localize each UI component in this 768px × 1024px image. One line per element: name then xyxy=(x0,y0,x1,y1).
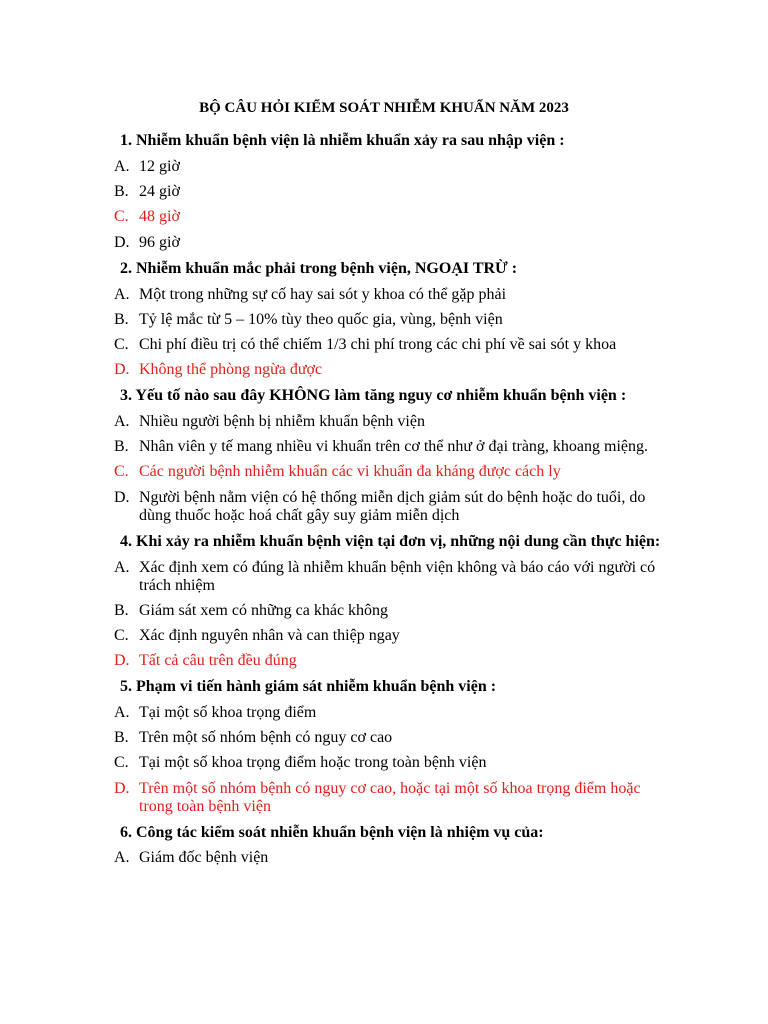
option-letter: C. xyxy=(114,208,129,225)
option-5b xyxy=(114,729,674,747)
option-letter: D. xyxy=(114,652,130,669)
option-1d xyxy=(114,234,674,252)
option-text: Nhiều người bệnh bị nhiễm khuẩn bệnh viện xyxy=(139,413,425,430)
option-letter: B. xyxy=(114,438,129,455)
option-text: Tại một số khoa trọng điểm xyxy=(139,704,317,721)
option-3d xyxy=(114,489,674,525)
question-4: 4. Khi xảy ra nhiễm khuẩn bệnh viện tại đơn vị, những nội dung cần thực hiện: xyxy=(120,533,661,550)
option-letter: B. xyxy=(114,311,129,328)
option-4d-correct xyxy=(114,652,674,670)
option-text: Các người bệnh nhiễm khuẩn các vi khuẩn đa kháng được cách ly xyxy=(139,463,561,480)
question-6: 6. Công tác kiểm soát nhiễn khuẩn bệnh viện là nhiệm vụ của: xyxy=(120,824,544,841)
option-letter: B. xyxy=(114,602,129,619)
option-4a xyxy=(114,559,674,595)
option-text: Xác định xem có đúng là nhiễm khuẩn bệnh viện không và báo cáo với người có trách nhiệm xyxy=(139,559,656,594)
option-1a xyxy=(114,158,674,176)
question-5: 5. Phạm vi tiến hành giám sát nhiễm khuẩn bệnh viện : xyxy=(120,678,497,695)
option-text: 96 giờ xyxy=(139,234,180,251)
option-text: Không thể phòng ngừa được xyxy=(139,361,323,378)
option-1c-correct xyxy=(114,208,674,226)
option-letter: A. xyxy=(114,413,130,430)
option-3b xyxy=(114,438,674,456)
option-letter: D. xyxy=(114,489,130,506)
option-text: Trên một số nhóm bệnh có nguy cơ cao, hoặc tại một số khoa trọng điểm hoặc trong toàn bệnh viện xyxy=(139,780,641,815)
option-letter: B. xyxy=(114,183,129,200)
option-text: 12 giờ xyxy=(139,158,180,175)
option-letter: B. xyxy=(114,729,129,746)
option-5c xyxy=(114,754,674,772)
option-5a xyxy=(114,704,674,722)
option-letter: C. xyxy=(114,336,129,353)
option-text: Tỷ lệ mắc từ 5 – 10% tùy theo quốc gia, vùng, bệnh viện xyxy=(139,311,503,328)
option-4c xyxy=(114,627,674,645)
option-text: Trên một số nhóm bệnh có nguy cơ cao xyxy=(139,729,393,746)
option-letter: D. xyxy=(114,361,130,378)
option-4b xyxy=(114,602,674,620)
option-6a xyxy=(114,849,674,867)
option-text: Xác định nguyên nhân và can thiệp ngay xyxy=(139,627,400,644)
option-2c xyxy=(114,336,674,354)
option-letter: A. xyxy=(114,158,130,175)
option-1b xyxy=(114,183,674,201)
option-letter: C. xyxy=(114,627,129,644)
option-text: Tại một số khoa trọng điểm hoặc trong toàn bệnh viện xyxy=(139,754,487,771)
question-1: 1. Nhiễm khuẩn bệnh viện là nhiễm khuẩn xảy ra sau nhập viện : xyxy=(120,132,565,149)
question-3: 3. Yếu tố nào sau đây KHÔNG làm tăng nguy cơ nhiễm khuẩn bệnh viện : xyxy=(120,387,627,404)
option-text: 48 giờ xyxy=(139,208,180,225)
option-2a xyxy=(114,286,674,304)
option-letter: A. xyxy=(114,849,130,866)
option-letter: D. xyxy=(114,780,130,797)
option-letter: A. xyxy=(114,286,130,303)
option-text: Giám đốc bệnh viện xyxy=(139,849,269,866)
option-text: Giám sát xem có những ca khác không xyxy=(139,602,389,619)
option-3c-correct xyxy=(114,463,674,481)
option-letter: C. xyxy=(114,754,129,771)
question-2: 2. Nhiễm khuẩn mắc phải trong bệnh viện, NGOẠI TRỪ : xyxy=(120,260,518,277)
option-2d-correct xyxy=(114,361,674,379)
option-text: Nhân viên y tế mang nhiều vi khuẩn trên cơ thể như ở đại tràng, khoang miệng. xyxy=(139,438,649,455)
option-text: 24 giờ xyxy=(139,183,180,200)
option-text: Người bệnh nằm viện có hệ thống miễn dịch giảm sút do bệnh hoặc do tuổi, do dùng thuốc hoặc hoá chất gây suy giảm miễn dịch xyxy=(139,489,646,524)
option-letter: D. xyxy=(114,234,130,251)
option-text: Chi phí điều trị có thể chiếm 1/3 chi phí trong các chi phí về sai sót y khoa xyxy=(139,336,617,353)
document-title: BỘ CÂU HỎI KIỂM SOÁT NHIỄM KHUẨN NĂM 2023 xyxy=(199,100,569,116)
option-5d-correct xyxy=(114,780,674,816)
option-letter: C. xyxy=(114,463,129,480)
option-letter: A. xyxy=(114,704,130,721)
option-3a xyxy=(114,413,674,431)
option-letter: A. xyxy=(114,559,130,576)
option-text: Một trong những sự cố hay sai sót y khoa có thể gặp phải xyxy=(139,286,507,303)
option-text: Tất cả câu trên đều đúng xyxy=(139,652,297,669)
option-2b xyxy=(114,311,674,329)
